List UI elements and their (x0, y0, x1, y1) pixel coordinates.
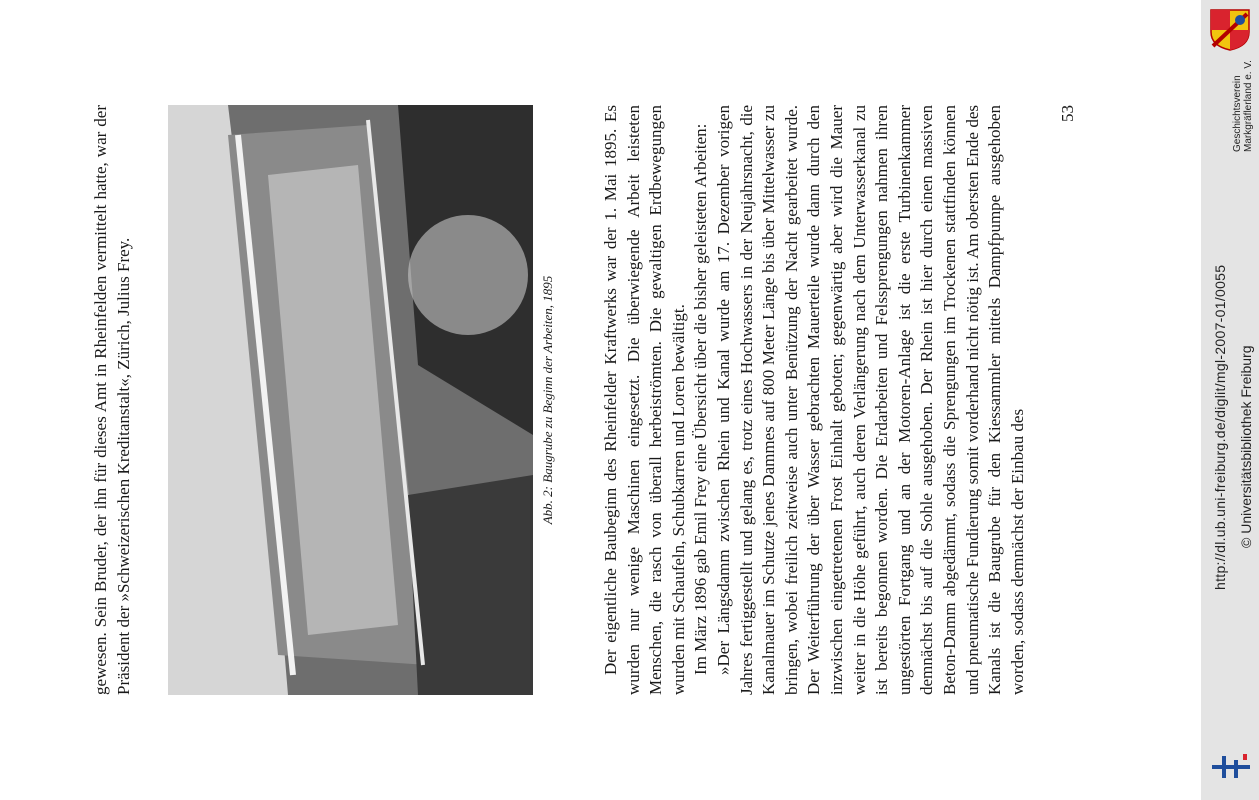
intro-text: gewesen. Sein Bruder, der ihn für dieses Amt in Rheinfelden vermittelt hatte, war der Präsident der »Schweizerischen Kreditanstalt«, Zürich, Julius Frey. (91, 105, 133, 695)
society-name-line2: Markgräflerland e. V. (1243, 60, 1254, 152)
paragraph-1: Der eigentliche Baubeginn des Rheinfelder Kraftwerks war der 1. Mai 1895. Es wurden nur wenige Maschinen eingesetzt. Die überwiegende Arbeit leisteten Menschen, die rasch von überall herbeiströmten. Die gewaltigen Erdbewegungen wurden mit Schaufeln, Schubkarren und Loren bewältigt. (601, 105, 688, 695)
page-number: 53 (1058, 105, 1077, 122)
figure-caption: Abb. 2: Baugrube zu Beginn der Arbeiten, 1895 (540, 275, 555, 525)
document-url-link[interactable]: http://dl.ub.uni-freiburg.de/diglit/mgl-2007-01/0055 (1212, 264, 1228, 590)
photo-illustration (168, 105, 533, 695)
paragraph-3: »Der Längsdamm zwischen Rhein und Kanal wurde am 17. Dezember vorigen Jahres fertiggestellt und gelang es, trotz eines Hochwassers in der Neujahrsnacht, die Kanalmauer im Schutze jenes Dammes auf 800 Meter Länge bis über Mittelwasser zu bringen, wobei freilich zeitweise auch unter Benützung der Nacht gearbeitet wurde. Der Weiterführung der über Wasser gebrachten Mauerteile wurde dann durch den inzwischen eingetretenen Frost Einhalt geboten; gegenwärtig aber wird die Mauer weiter in die Höhe geführt, auch deren Verlängerung nach dem Unterwasserkanal zu ist bereits begonnen worden. Die Erdarbeiten und Felssprengungen nahmen ihren ungestörten Fortgang und an der Motoren-Anlage ist die erste Turbinenkammer demnächst bis auf die Sohle ausgehoben. Der Rhein ist hier durch einen massiven Beton-Damm abgedämmt, sodass die Sprengungen im Trockenen stattfinden können und pneumatische Fundierung somit vorderhand nicht nötig ist. Am obersten Ende des Kanals ist die Baugrube für den Kiessammler mittels Dampfpumpe ausgehoben worden, sodass demnächst der Einbau des (713, 105, 1027, 695)
society-crest-icon (1207, 6, 1253, 52)
society-name-line1: Geschichtsverein (1232, 75, 1243, 152)
paragraph-2: Im März 1896 gab Emil Frey eine Übersicht über die bisher geleisteten Arbeiten: (691, 123, 711, 675)
construction-photo (168, 105, 533, 695)
copyright-notice: © Universitätsbibliothek Freiburg (1238, 345, 1254, 548)
university-library-logo-icon (1210, 750, 1252, 782)
body-text (600, 105, 1029, 695)
intro-paragraph (90, 105, 135, 695)
